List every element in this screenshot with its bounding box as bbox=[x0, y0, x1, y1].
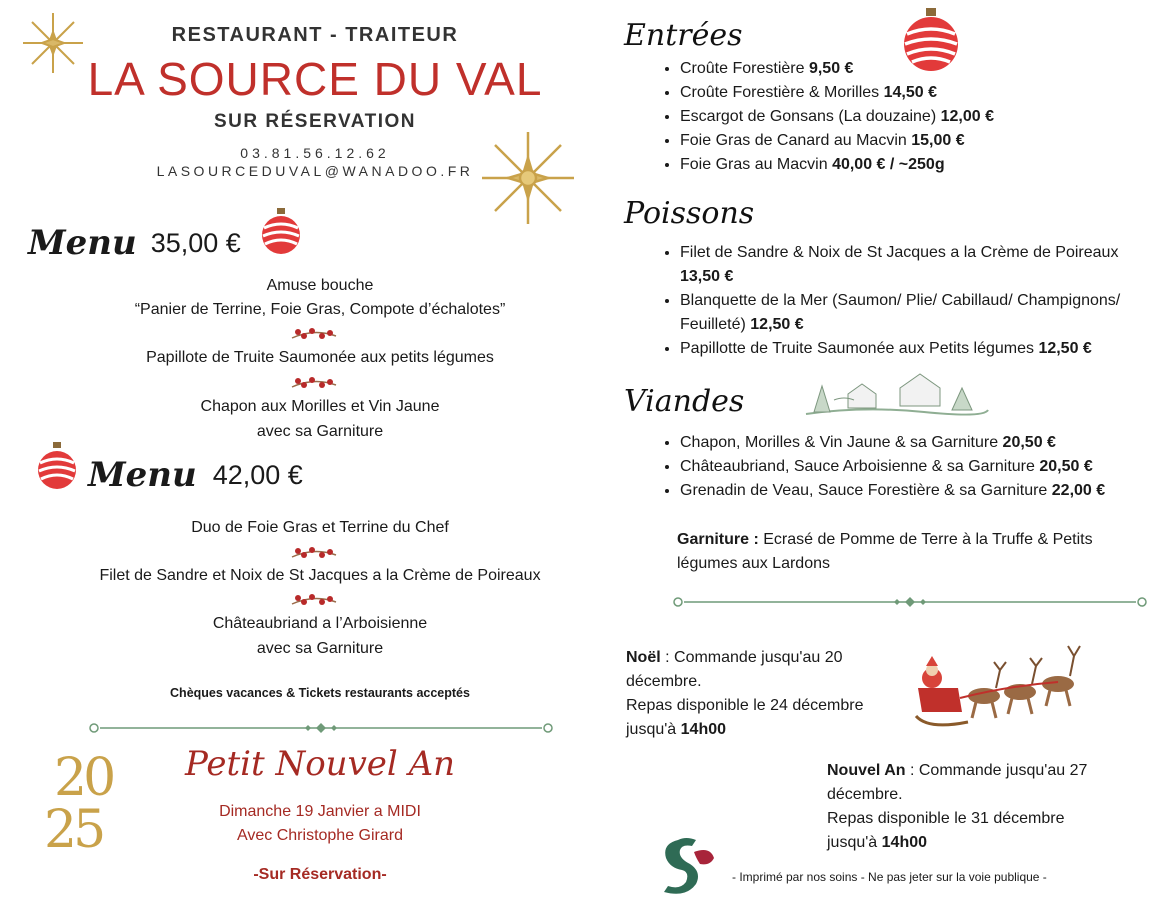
garniture-label: Garniture : bbox=[677, 531, 759, 548]
year-bottom-digits: 25 bbox=[44, 800, 103, 860]
menu-1-dish: Chapon aux Morilles et Vin Jaune bbox=[200, 398, 440, 415]
list-item: • Croûte Forestière 9,50 € bbox=[680, 57, 1160, 81]
menu-2-dish: avec sa Garniture bbox=[256, 640, 384, 657]
list-item: • Filet de Sandre & Noix de St Jacques a la Crème de Poireaux 13,50 € bbox=[680, 241, 1160, 289]
list-item: • Foie Gras au Macvin 40,00 € / ~250g bbox=[680, 153, 1160, 177]
header-subtitle: SUR RÉSERVATION bbox=[214, 111, 416, 132]
christmas-ornament-icon bbox=[36, 440, 78, 492]
header-top-label: RESTAURANT - TRAITEUR bbox=[171, 24, 459, 46]
garniture-text: Ecrasé de Pomme de Terre à la Truffe & Petits légumes aux Lardons bbox=[677, 531, 1093, 572]
list-item: • Papillotte de Truite Saumonée aux Petits légumes 12,50 € bbox=[680, 337, 1160, 361]
menu-2-dish: Filet de Sandre et Noix de St Jacques a la Crème de Poireaux bbox=[99, 567, 541, 584]
section-title-viandes: Viandes bbox=[624, 384, 745, 419]
menu-2-heading bbox=[88, 452, 303, 498]
menu-2-label: Menu bbox=[88, 455, 197, 495]
noel-label: Noël bbox=[626, 649, 661, 666]
holly-berries-icon bbox=[288, 373, 340, 393]
list-item: • Croûte Forestière & Morilles 14,50 € bbox=[680, 81, 1160, 105]
payment-note: Chèques vacances & Tickets restaurants acceptés bbox=[170, 686, 470, 700]
list-item: • Escargot de Gonsans (La douzaine) 12,00 € bbox=[680, 105, 1160, 129]
footer-note: - Imprimé par nos soins - Ne pas jeter sur la voie publique - bbox=[732, 870, 1047, 884]
list-item: • Blanquette de la Mer (Saumon/ Plie/ Cabillaud/ Champignons/ Feuilleté) 12,50 € bbox=[680, 289, 1160, 337]
menu-1-dish: avec sa Garniture bbox=[256, 423, 384, 440]
nouvel-an-availability: Repas disponible le 31 décembre jusqu'à bbox=[827, 810, 1065, 851]
reservation-note: -Sur Réservation- bbox=[253, 866, 387, 883]
noel-order-deadline: : Commande jusqu'au 20 décembre. bbox=[626, 649, 843, 690]
menu-2-price: 42,00 € bbox=[212, 459, 303, 490]
santa-sleigh-icon bbox=[908, 626, 1094, 738]
menu-1-dish: “Panier de Terrine, Foie Gras, Compote d’échalotes” bbox=[134, 301, 506, 318]
holly-berries-icon bbox=[288, 324, 340, 344]
restaurant-logo-icon bbox=[656, 836, 718, 896]
menu-1-dish: Amuse bouche bbox=[266, 277, 374, 294]
garniture-note bbox=[677, 528, 1117, 576]
menu-1-heading bbox=[28, 220, 241, 266]
nouvel-an-time: 14h00 bbox=[881, 834, 928, 851]
list-item: • Châteaubriand, Sauce Arboisienne & sa Garniture 20,50 € bbox=[680, 455, 1165, 479]
winter-village-icon bbox=[804, 370, 990, 420]
petit-nouvel-an-title: Petit Nouvel An bbox=[184, 744, 456, 784]
ornamental-divider bbox=[670, 594, 1150, 610]
menu-2-dish: Châteaubriand a l’Arboisienne bbox=[212, 615, 428, 632]
holly-berries-icon bbox=[288, 590, 340, 610]
poissons-list bbox=[650, 241, 1160, 361]
viandes-list bbox=[650, 431, 1165, 503]
year-top-digits: 20 bbox=[54, 748, 113, 808]
menu-1-dish: Papillote de Truite Saumonée aux petits légumes bbox=[146, 349, 494, 366]
list-item: • Grenadin de Veau, Sauce Forestière & sa Garniture 22,00 € bbox=[680, 479, 1165, 503]
list-item: • Chapon, Morilles & Vin Jaune & sa Garniture 20,50 € bbox=[680, 431, 1165, 455]
petit-nouvel-an-date: Dimanche 19 Janvier a MIDI bbox=[219, 803, 421, 820]
noel-note bbox=[626, 646, 898, 742]
list-item: • Foie Gras de Canard au Macvin 15,00 € bbox=[680, 129, 1160, 153]
restaurant-title: LA SOURCE DU VAL bbox=[87, 53, 543, 105]
section-title-entrees: Entrées bbox=[624, 18, 743, 53]
nouvel-an-label: Nouvel An bbox=[827, 762, 906, 779]
noel-time: 14h00 bbox=[680, 721, 727, 738]
menu-1-price: 35,00 € bbox=[150, 227, 241, 258]
christmas-ornament-icon bbox=[260, 206, 302, 256]
noel-availability: Repas disponible le 24 décembre jusqu'à bbox=[626, 697, 864, 738]
section-title-poissons: Poissons bbox=[624, 196, 755, 231]
year-2025-emblem bbox=[44, 750, 124, 862]
nouvel-an-note bbox=[827, 759, 1117, 855]
ornamental-divider bbox=[86, 720, 556, 736]
menu-2-dish: Duo de Foie Gras et Terrine du Chef bbox=[191, 519, 449, 536]
email-address[interactable]: LASOURCEDUVAL@WANADOO.FR bbox=[156, 163, 474, 179]
entrees-list bbox=[650, 57, 1160, 177]
phone-number[interactable]: 03.81.56.12.62 bbox=[240, 145, 390, 161]
nouvel-an-order-deadline: : Commande jusqu'au 27 décembre. bbox=[827, 762, 1088, 803]
menu-1-label: Menu bbox=[28, 223, 137, 263]
holly-berries-icon bbox=[288, 543, 340, 563]
petit-nouvel-an-host: Avec Christophe Girard bbox=[237, 827, 403, 844]
